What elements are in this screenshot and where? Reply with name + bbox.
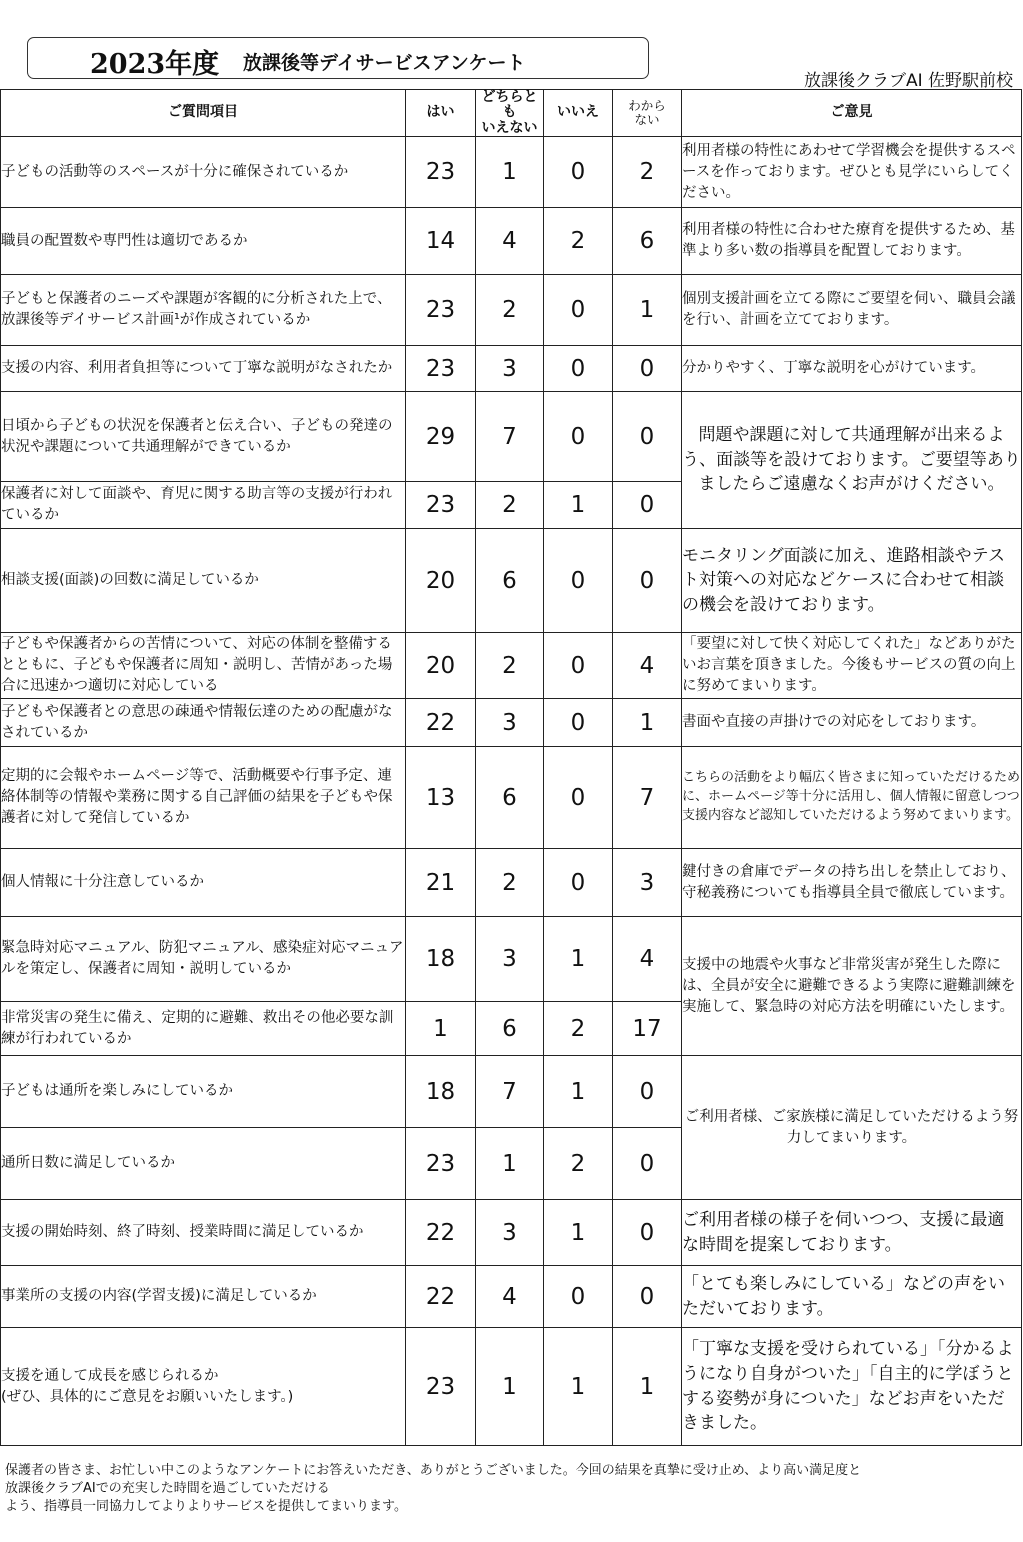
neither-count: 1: [476, 137, 544, 208]
unknown-count: 1: [613, 699, 682, 747]
question-cell: 相談支援(面談)の回数に満足しているか: [1, 529, 406, 633]
no-count: 1: [544, 917, 613, 1002]
closing-message: [5, 1462, 1015, 1516]
unknown-count: 0: [613, 1266, 682, 1328]
question-cell: 職員の配置数や専門性は適切であるか: [1, 208, 406, 275]
unknown-count: 0: [613, 1128, 682, 1200]
header-no: いいえ: [544, 90, 613, 137]
yes-count: 29: [406, 392, 476, 482]
question-cell: 子どもや保護者との意思の疎通や情報伝達のための配慮がなされているか: [1, 699, 406, 747]
no-count: 1: [544, 482, 613, 529]
question-cell: 個人情報に十分注意しているか: [1, 849, 406, 917]
no-count: 0: [544, 529, 613, 633]
yes-count: 23: [406, 346, 476, 392]
no-count: 2: [544, 1002, 613, 1056]
unknown-count: 1: [613, 1328, 682, 1446]
question-cell: 日頃から子どもの状況を保護者と伝え合い、子どもの発達の状況や課題について共通理解ができているか: [1, 392, 406, 482]
no-count: 2: [544, 1128, 613, 1200]
comment-cell: 「要望に対して快く対応してくれた」などありがたいお言葉を頂きました。今後もサービスの質の向上に努めてまいります。: [682, 633, 1022, 699]
survey-table: [0, 89, 1022, 1446]
neither-count: 2: [476, 482, 544, 529]
header-question: ご質問項目: [1, 90, 406, 137]
no-count: 0: [544, 346, 613, 392]
unknown-count: 4: [613, 633, 682, 699]
no-count: 0: [544, 1266, 613, 1328]
header-unknown: わから ない: [613, 90, 682, 137]
neither-count: 6: [476, 747, 544, 849]
question-cell: 支援の開始時刻、終了時刻、授業時間に満足しているか: [1, 1200, 406, 1266]
neither-count: 3: [476, 1200, 544, 1266]
comment-cell: ご利用者様の様子を伺いつつ、支援に最適な時間を提案しております。: [682, 1200, 1022, 1266]
table-row: [1, 275, 1022, 346]
no-count: 0: [544, 849, 613, 917]
yes-count: 21: [406, 849, 476, 917]
no-count: 2: [544, 208, 613, 275]
yes-count: 23: [406, 1328, 476, 1446]
closing-line: 保護者の皆さま、お忙しい中このようなアンケートにお答えいただき、ありがとうございました。今回の結果を真摯に受け止め、より高い満足度と: [5, 1463, 862, 1478]
yes-count: 14: [406, 208, 476, 275]
yes-count: 23: [406, 482, 476, 529]
neither-count: 7: [476, 392, 544, 482]
question-cell: 通所日数に満足しているか: [1, 1128, 406, 1200]
question-cell: 定期的に会報やホームページ等で、活動概要や行事予定、連絡体制等の情報や業務に関する自己評価の結果を子どもや保護者に対して発信しているか: [1, 747, 406, 849]
header-neither: どちらとも いえない: [476, 90, 544, 137]
unknown-count: 0: [613, 482, 682, 529]
question-cell: 支援を通して成長を感じられるか (ぜひ、具体的にご意見をお願いいたします。): [1, 1328, 406, 1446]
comment-cell: モニタリング面談に加え、進路相談やテスト対策への対応などケースに合わせて相談の機会を設けております。: [682, 529, 1022, 633]
neither-count: 7: [476, 1056, 544, 1128]
yes-count: 23: [406, 1128, 476, 1200]
unknown-count: 0: [613, 346, 682, 392]
no-count: 0: [544, 392, 613, 482]
neither-count: 2: [476, 849, 544, 917]
yes-count: 1: [406, 1002, 476, 1056]
no-count: 1: [544, 1328, 613, 1446]
unknown-count: 2: [613, 137, 682, 208]
question-cell: 子どもは通所を楽しみにしているか: [1, 1056, 406, 1128]
table-row: [1, 529, 1022, 633]
title-box: [27, 37, 649, 79]
comment-cell: こちらの活動をより幅広く皆さまに知っていただけるために、ホームページ等十分に活用し、個人情報に留意しつつ支援内容など認知していただけるよう努めてまいります。: [682, 747, 1022, 849]
yes-count: 23: [406, 137, 476, 208]
comment-cell: 支援中の地震や火事など非常災害が発生した際には、全員が安全に避難できるよう実際に避難訓練を実施して、緊急時の対応方法を明確にいたします。: [682, 917, 1022, 1056]
table-row: [1, 346, 1022, 392]
comment-cell: 書面や直接の声掛けでの対応をしております。: [682, 699, 1022, 747]
yes-count: 22: [406, 699, 476, 747]
neither-count: 3: [476, 699, 544, 747]
table-row: [1, 1328, 1022, 1446]
unknown-count: 0: [613, 1200, 682, 1266]
no-count: 1: [544, 1200, 613, 1266]
neither-count: 1: [476, 1128, 544, 1200]
table-row: [1, 1200, 1022, 1266]
yes-count: 18: [406, 1056, 476, 1128]
table-row: [1, 208, 1022, 275]
table-row: [1, 699, 1022, 747]
school-name: 放課後クラブAI 佐野駅前校: [803, 71, 1013, 91]
table-row: [1, 849, 1022, 917]
comment-cell: ご利用者様、ご家族様に満足していただけるよう努力してまいります。: [682, 1056, 1022, 1200]
no-count: 0: [544, 747, 613, 849]
neither-count: 2: [476, 633, 544, 699]
neither-count: 3: [476, 346, 544, 392]
yes-count: 20: [406, 633, 476, 699]
neither-count: 4: [476, 208, 544, 275]
unknown-count: 0: [613, 392, 682, 482]
yes-count: 23: [406, 275, 476, 346]
comment-cell: 利用者様の特性に合わせた療育を提供するため、基準より多い数の指導員を配置しております。: [682, 208, 1022, 275]
neither-count: 2: [476, 275, 544, 346]
unknown-count: 0: [613, 1056, 682, 1128]
neither-count: 3: [476, 917, 544, 1002]
unknown-count: 1: [613, 275, 682, 346]
closing-line: 放課後クラブAIでの充実した時間を過ごしていただける: [5, 1480, 330, 1496]
closing-line: よう、指導員一同協力してよりよりサービスを提供してまいります。: [5, 1498, 407, 1514]
question-cell: 事業所の支援の内容(学習支援)に満足しているか: [1, 1266, 406, 1328]
unknown-count: 6: [613, 208, 682, 275]
comment-cell: 「とても楽しみにしている」などの声をいただいております。: [682, 1266, 1022, 1328]
survey-title: 放課後等デイサービスアンケート: [243, 52, 526, 74]
survey-year: 2023年度: [90, 49, 220, 80]
yes-count: 13: [406, 747, 476, 849]
no-count: 0: [544, 699, 613, 747]
yes-count: 22: [406, 1200, 476, 1266]
unknown-count: 0: [613, 529, 682, 633]
question-cell: 支援の内容、利用者負担等について丁寧な説明がなされたか: [1, 346, 406, 392]
unknown-count: 7: [613, 747, 682, 849]
table-row: [1, 633, 1022, 699]
no-count: 1: [544, 1056, 613, 1128]
table-row: [1, 137, 1022, 208]
table-header-row: [1, 90, 1022, 137]
neither-count: 6: [476, 529, 544, 633]
question-cell: 非常災害の発生に備え、定期的に避難、救出その他必要な訓練が行われているか: [1, 1002, 406, 1056]
unknown-count: 17: [613, 1002, 682, 1056]
table-row: [1, 747, 1022, 849]
question-cell: 子どもの活動等のスペースが十分に確保されているか: [1, 137, 406, 208]
no-count: 0: [544, 633, 613, 699]
header-yes: はい: [406, 90, 476, 137]
no-count: 0: [544, 275, 613, 346]
yes-count: 22: [406, 1266, 476, 1328]
neither-count: 4: [476, 1266, 544, 1328]
question-cell: 緊急時対応マニュアル、防犯マニュアル、感染症対応マニュアルを策定し、保護者に周知・説明しているか: [1, 917, 406, 1002]
table-row: [1, 1056, 1022, 1128]
neither-count: 6: [476, 1002, 544, 1056]
question-cell: 子どもや保護者からの苦情について、対応の体制を整備するとともに、子どもや保護者に周知・説明し、苦情があった場合に迅速かつ適切に対応している: [1, 633, 406, 699]
header-opinion: ご意見: [682, 90, 1022, 137]
table-row: [1, 392, 1022, 482]
yes-count: 18: [406, 917, 476, 1002]
question-cell: 子どもと保護者のニーズや課題が客観的に分析された上で、放課後等デイサービス計画¹が作成されているか: [1, 275, 406, 346]
yes-count: 20: [406, 529, 476, 633]
comment-cell: 鍵付きの倉庫でデータの持ち出しを禁止しており、守秘義務についても指導員全員で徹底しています。: [682, 849, 1022, 917]
unknown-count: 3: [613, 849, 682, 917]
table-row: [1, 1266, 1022, 1328]
comment-cell: 問題や課題に対して共通理解が出来るよう、面談等を設けております。ご要望等ありましたらご遠慮なくお声がけください。: [682, 392, 1022, 529]
unknown-count: 4: [613, 917, 682, 1002]
no-count: 0: [544, 137, 613, 208]
neither-count: 1: [476, 1328, 544, 1446]
comment-cell: 「丁寧な支援を受けられている」「分かるようになり自身がついた」「自主的に学ぼうとする姿勢が身についた」などお声をいただきました。: [682, 1328, 1022, 1446]
comment-cell: 分かりやすく、丁寧な説明を心がけています。: [682, 346, 1022, 392]
question-cell: 保護者に対して面談や、育児に関する助言等の支援が行われているか: [1, 482, 406, 529]
comment-cell: 利用者様の特性にあわせて学習機会を提供するスペースを作っております。ぜひとも見学にいらしてください。: [682, 137, 1022, 208]
comment-cell: 個別支援計画を立てる際にご要望を伺い、職員会議を行い、計画を立てております。: [682, 275, 1022, 346]
table-row: [1, 917, 1022, 1002]
